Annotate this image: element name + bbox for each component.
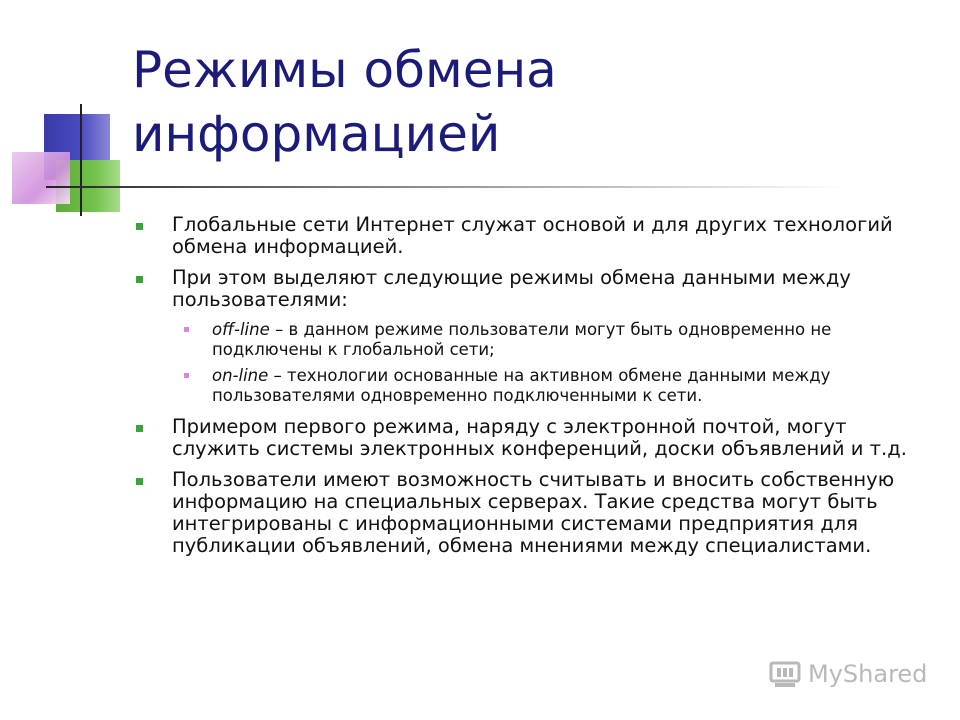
bullet-item: [132, 214, 922, 258]
decor-pink-square: [12, 152, 70, 204]
decor-vertical-line: [80, 104, 82, 216]
bullet-square-icon: [136, 425, 143, 432]
sub-bullet-item: [132, 320, 922, 360]
watermark-label: MyShared: [808, 660, 928, 688]
slide-content: [132, 214, 922, 566]
bullet-text: Глобальные сети Интернет служат основой и для других технологий обмена информацией.: [172, 213, 893, 258]
bullet-item: [132, 267, 922, 311]
bullet-square-icon: [136, 478, 143, 485]
bullet-item: [132, 469, 922, 557]
sub-bullet-square-icon: [184, 373, 189, 378]
title-underline: [46, 186, 846, 188]
sub-bullet-text: – технологии основанные на активном обмене данными между пользователями одновременно подключенными к сети.: [212, 366, 831, 405]
bullet-text: При этом выделяют следующие режимы обмена данными между пользователями:: [172, 266, 851, 311]
sub-bullet-item: [132, 366, 922, 406]
bullet-text: Пользователи имеют возможность считывать и вносить собственную информацию на специальных серверах. Такие средства могут быть интегрированы с информационными системами предприятия для публикации объявлений, обмена мнениями между специалистами.: [172, 468, 895, 557]
slide-title: Режимы обмена информацией: [132, 41, 557, 163]
sub-bullet-term: on-line: [212, 366, 269, 385]
bullet-text: Примером первого режима, наряду с электронной почтой, могут служить системы электронных конференций, доски объявлений и т.д.: [172, 415, 907, 460]
myshared-logo-icon: [768, 657, 802, 691]
sub-bullet-list: [132, 320, 922, 406]
sub-bullet-term: off-line: [212, 320, 270, 339]
watermark[interactable]: [768, 656, 927, 692]
bullet-square-icon: [136, 223, 143, 230]
bullet-item: [132, 416, 922, 460]
bullet-square-icon: [136, 276, 143, 283]
sub-bullet-text: – в данном режиме пользователи могут быть одновременно не подключены к глобальной сети;: [212, 320, 832, 359]
sub-bullet-square-icon: [184, 327, 189, 332]
